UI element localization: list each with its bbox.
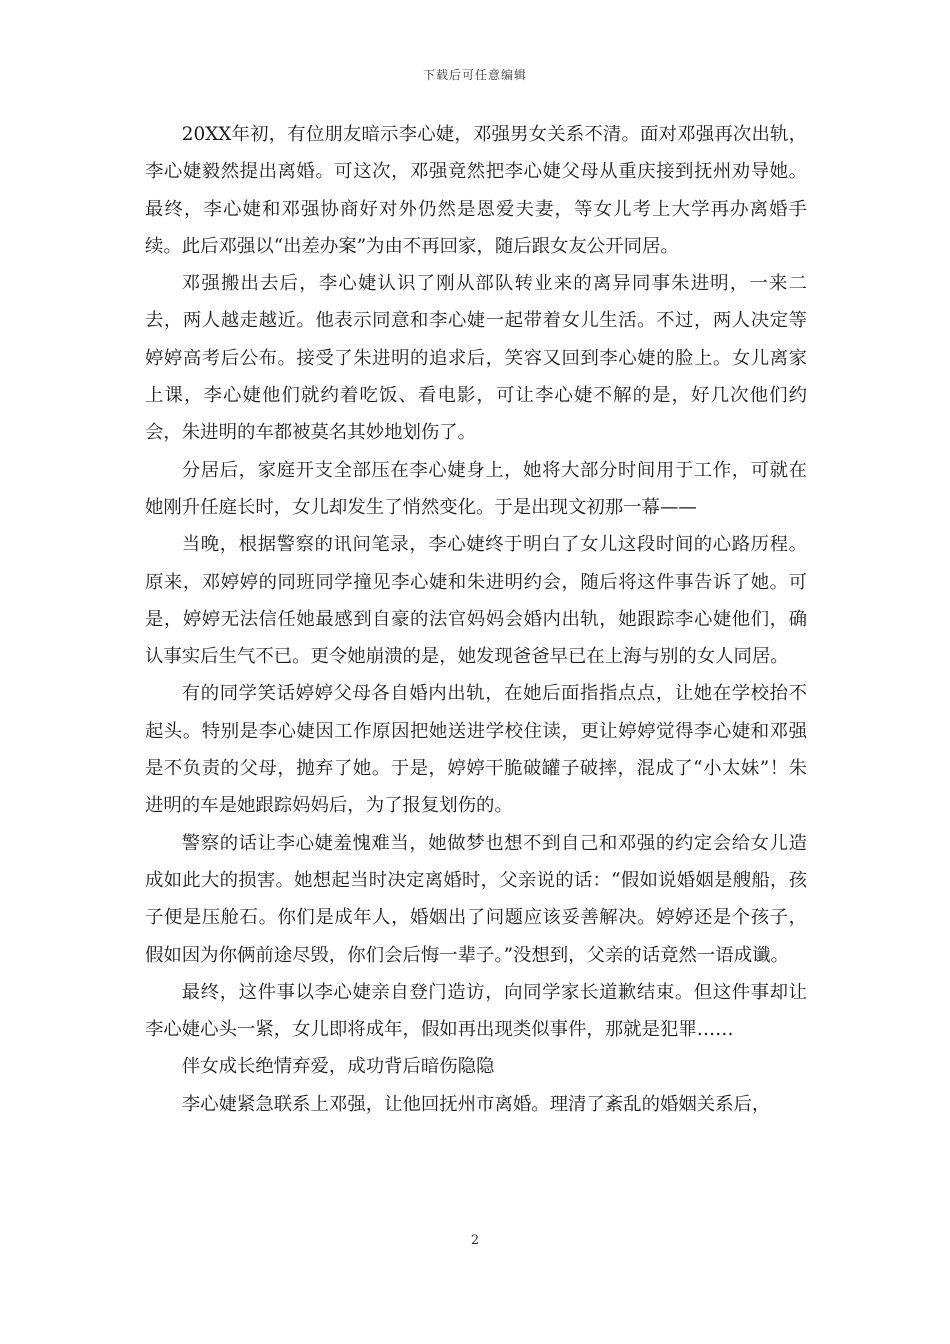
paragraph: 分居后，家庭开支全部压在李心婕身上，她将大部分时间用于工作，可就在她刚升任庭长时，女儿却发生了悄然变化。于是出现文初那一幕—— xyxy=(145,459,807,518)
paragraph: 邓强搬出去后，李心婕认识了刚从部队转业来的离异同事朱进明，一来二去，两人越走越近。他表示同意和李心婕一起带着女儿生活。不过，两人决定等婷婷高考后公布。接受了朱进明的追求后，笑容又回到李心婕的脸上。女儿离家上课，李心婕他们就约着吃饭、看电影，可让李心婕不解的是，好几次他们约会，朱进明的车都被莫名其妙地划伤了。 xyxy=(145,273,807,444)
paragraph: 李心婕紧急联系上邓强，让他回抚州市离婚。理清了紊乱的婚姻关系后， xyxy=(181,1093,771,1115)
page-number: 2 xyxy=(470,1233,480,1248)
section-heading: 伴女成长绝情弃爱，成功背后暗伤隐隐 xyxy=(181,1056,495,1078)
page-header: 下载后可任意编辑 xyxy=(422,68,527,82)
paragraph: 最终，这件事以李心婕亲自登门造访，向同学家长道歉结束。但这件事却让李心婕心头一紧，女儿即将成年，假如再出现类似事件，那就是犯罪…… xyxy=(145,981,807,1041)
paragraph: 当晚，根据警察的讯问笔录，李心婕终于明白了女儿这段时间的心路历程。原来，邓婷婷的同班同学撞见李心婕和朱进明约会，随后将这件事告诉了她。可是，婷婷无法信任她最感到自豪的法官妈妈会婚内出轨，她跟踪李心婕他们，确认事实后生气不已。更令她崩溃的是，她发现爸爸早已在上海与别的女人同居。 xyxy=(145,534,807,668)
paragraph: 20XX年初，有位朋友暗示李心婕，邓强男女关系不清。面对邓强再次出轨，李心婕毅然提出离婚。可这次，邓强竟然把李心婕父母从重庆接到抚州劝导她。最终，李心婕和邓强协商好对外仍然是恩爱夫妻，等女儿考上大学再办离婚手续。此后邓强以“出差办案”为由不再回家，随后跟女友公开同居。 xyxy=(145,124,807,257)
document-body xyxy=(145,116,807,1123)
paragraph: 警察的话让李心婕羞愧难当，她做梦也想不到自己和邓强的约定会给女儿造成如此大的损害。她想起当时决定离婚时，父亲说的话：“假如说婚姻是艘船，孩子便是压舱石。你们是成年人，婚姻出了问题应该妥善解决。婷婷还是个孩子，假如因为你俩前途尽毁，你们会后悔一辈子。”没想到，父亲的话竟然一语成谶。 xyxy=(145,832,807,966)
paragraph: 有的同学笑话婷婷父母各自婚内出轨，在她后面指指点点，让她在学校抬不起头。特别是李心婕因工作原因把她送进学校住读，更让婷婷觉得李心婕和邓强是不负责的父母，抛弃了她。于是，婷婷干脆破罐子破摔，混成了“小太妹”！朱进明的车是她跟踪妈妈后，为了报复划伤的。 xyxy=(145,683,807,817)
